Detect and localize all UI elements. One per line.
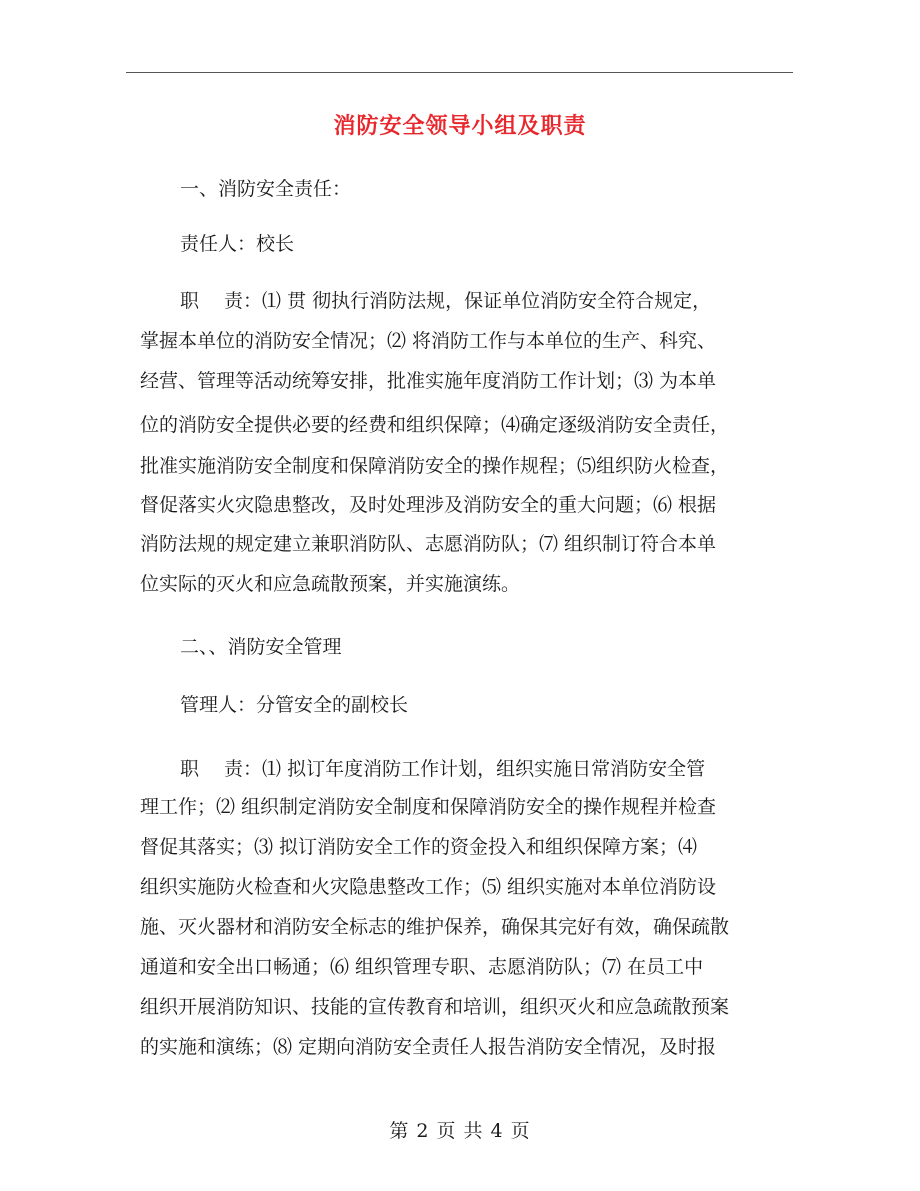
duty-line: 组织开展消防知识、技能的宣传教育和培训，组织灭火和应急疏散预案: [140, 996, 730, 1018]
duty-line: 督促其落实；⑶ 拟订消防安全工作的资金投入和组织保障方案；⑷: [140, 836, 698, 858]
section-heading-2: 二、、消防安全管理: [180, 636, 342, 658]
duty-line: 通道和安全出口畅通；⑹ 组织管理专职、志愿消防队；⑺ 在员工中: [140, 956, 704, 978]
page-number-footer: 第 2 页 共 4 页: [389, 1120, 531, 1142]
document-title: 消防安全领导小组及职责: [333, 113, 587, 139]
duty-line: 督促落实火灾隐患整改，及时处理涉及消防安全的重大问题；⑹ 根据: [140, 494, 717, 516]
duty-line: 理工作；⑵ 组织制定消防安全制度和保障消防安全的操作规程并检查: [140, 796, 717, 818]
section-heading-1: 一、消防安全责任：: [180, 178, 352, 200]
responsible-person-2: 管理人：分管安全的副校长: [180, 694, 409, 716]
duty-line: 经营、管理等活动统筹安排，批准实施年度消防工作计划；⑶ 为本单: [140, 370, 717, 392]
header-rule: [126, 72, 793, 73]
duty-line: 位的消防安全提供必要的经费和组织保障；⑷确定逐级消防安全责任，: [140, 414, 730, 436]
duty-line: 施、灭火器材和消防安全标志的维护保养，确保其完好有效，确保疏散: [140, 916, 730, 938]
responsible-person-1: 责任人：校长: [180, 233, 295, 255]
duty-line: 的实施和演练；⑻ 定期向消防安全责任人报告消防安全情况，及时报: [140, 1036, 717, 1058]
duty-line: 组织实施防火检查和火灾隐患整改工作；⑸ 组织实施对本单位消防设: [140, 876, 717, 898]
duty-line: 职 责：⑴ 拟订年度消防工作计划，组织实施日常消防安全管: [180, 758, 706, 780]
duty-line: 位实际的灭火和应急疏散预案，并实施演练。: [140, 573, 521, 595]
duty-line: 职 责：⑴ 贯 彻执行消防法规，保证单位消防安全符合规定，: [180, 290, 712, 312]
duty-line: 掌握本单位的消防安全情况；⑵ 将消防工作与本单位的生产、科究、: [140, 330, 717, 352]
duty-line: 消防法规的规定建立兼职消防队、志愿消防队；⑺ 组织制订符合本单: [140, 533, 717, 555]
duty-line: 批准实施消防安全制度和保障消防安全的操作规程；⑸组织防火检查，: [140, 455, 730, 477]
